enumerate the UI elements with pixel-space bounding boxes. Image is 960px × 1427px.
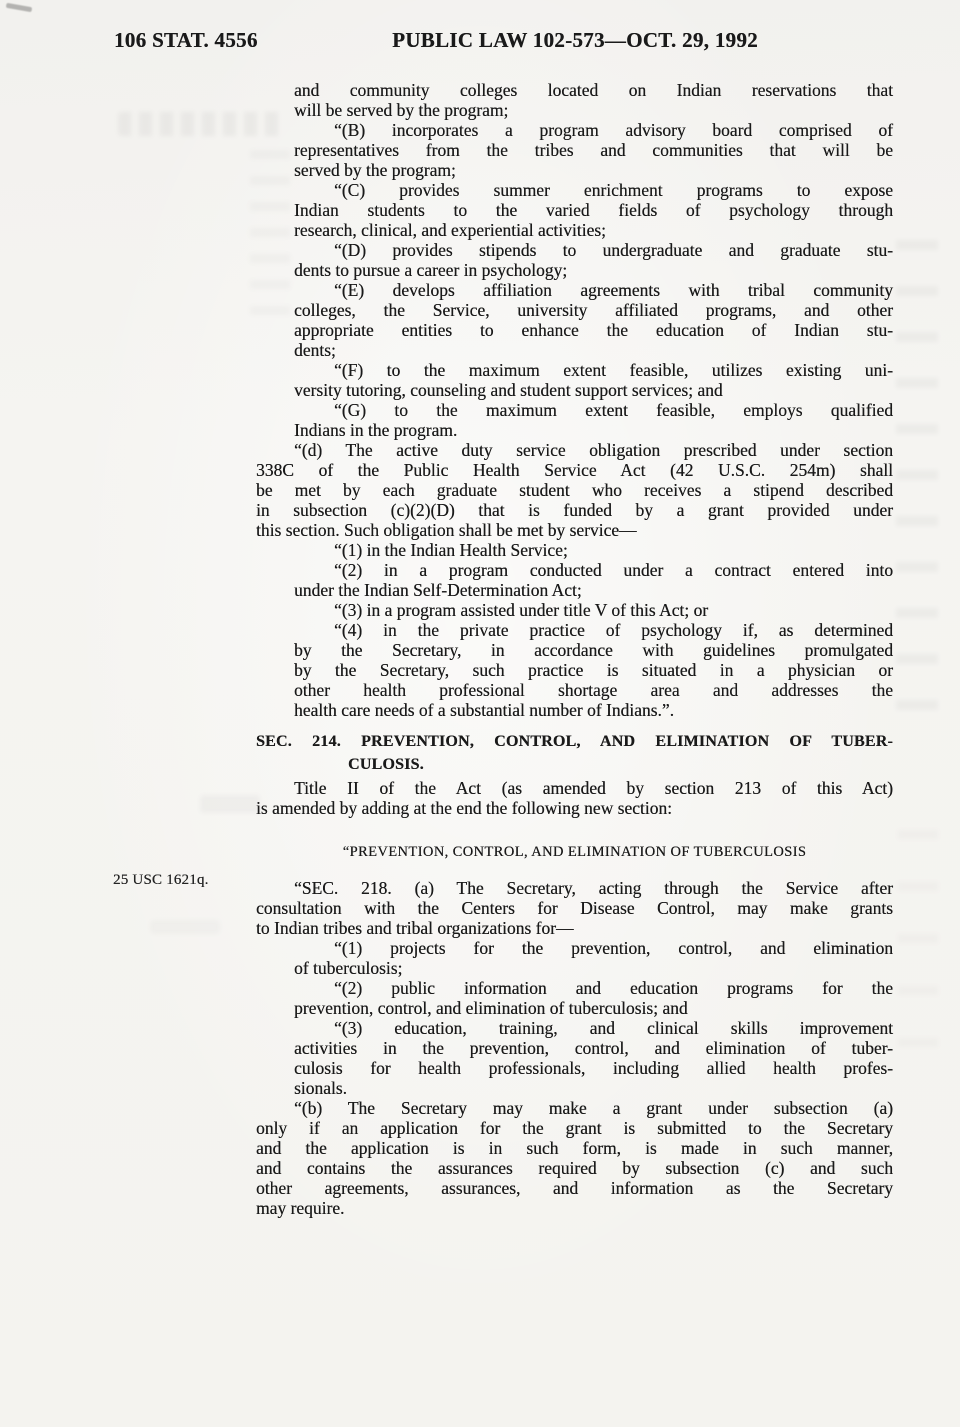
text-line: is amended by adding at the end the following new section:: [256, 798, 673, 818]
text-line: this section. Such obligation shall be met by service—: [256, 520, 637, 540]
text-line: will be served by the program;: [294, 100, 509, 120]
text-line: Indian students to the varied fields of psychology through: [294, 200, 893, 220]
stat-page-number: 106 STAT. 4556: [114, 28, 258, 52]
text-line: SEC. 214. PREVENTION, CONTROL, AND ELIMINATION OF TUBER-: [256, 733, 893, 750]
text-line: “(2) public information and education programs for the: [334, 978, 893, 998]
text-line: “(D) provides stipends to undergraduate and graduate stu-: [334, 240, 893, 260]
text-line: “(3) in a program assisted under title V of this Act; or: [334, 600, 709, 620]
text-line: other health professional shortage area and addresses the: [294, 680, 893, 700]
text-line: colleges, the Service, university affiliated programs, and other: [294, 300, 893, 320]
text-line: and contains the assurances required by subsection (c) and such: [256, 1158, 893, 1178]
body-text: [256, 80, 893, 1218]
text-line: Title II of the Act (as amended by section 213 of this Act): [294, 778, 893, 798]
text-line: and the application is in such form, is made in such manner,: [256, 1138, 893, 1158]
scan-artifact: [898, 830, 938, 1080]
text-line: sionals.: [294, 1078, 347, 1098]
text-line: health care needs of a substantial number of Indians.”.: [294, 700, 675, 720]
text-line: appropriate entities to enhance the education of Indian stu-: [294, 320, 893, 340]
text-line: “(1) in the Indian Health Service;: [334, 540, 568, 560]
text-line: research, clinical, and experiential activities;: [294, 220, 606, 240]
text-line: “(G) to the maximum extent feasible, employs qualified: [334, 400, 893, 420]
text-line: and community colleges located on Indian reservations that: [294, 80, 893, 100]
margin-note-usc-citation: 25 USC 1621q.: [113, 872, 209, 888]
text-line: CULOSIS.: [348, 756, 424, 773]
text-line: may require.: [256, 1198, 345, 1218]
scan-artifact: [6, 3, 32, 12]
text-line: culosis for health professionals, including allied health profes-: [294, 1058, 893, 1078]
text-line: by the Secretary, in accordance with guidelines promulgated: [294, 640, 893, 660]
text-line: “(2) in a program conducted under a contract entered into: [334, 560, 893, 580]
text-line: “(F) to the maximum extent feasible, utilizes existing uni-: [334, 360, 893, 380]
scan-artifact: [150, 920, 220, 934]
text-line: Indians in the program.: [294, 420, 458, 440]
text-line: to Indian tribes and tribal organizations for—: [256, 918, 574, 938]
text-line: “(E) develops affiliation agreements with tribal community: [334, 280, 893, 300]
scan-artifact: [896, 240, 938, 710]
text-line: other agreements, assurances, and information as the Secretary: [256, 1178, 893, 1198]
text-line: activities in the prevention, control, and elimination of tuber-: [294, 1038, 893, 1058]
text-line: “(3) education, training, and clinical skills improvement: [334, 1018, 893, 1038]
text-line: consultation with the Centers for Disease Control, may make grants: [256, 898, 893, 918]
text-line: “(B) incorporates a program advisory board comprised of: [334, 120, 893, 140]
text-line: “SEC. 218. (a) The Secretary, acting through the Service after: [294, 878, 893, 898]
text-line: “PREVENTION, CONTROL, AND ELIMINATION OF TUBERCULOSIS: [342, 844, 807, 860]
text-line: “(4) in the private practice of psychology if, as determined: [334, 620, 893, 640]
page-header: [0, 28, 960, 58]
text-line: “(d) The active duty service obligation prescribed under section: [294, 440, 893, 460]
law-title: PUBLIC LAW 102-573—OCT. 29, 1992: [392, 28, 758, 52]
text-line: “(C) provides summer enrichment programs to expose: [334, 180, 893, 200]
text-line: only if an application for the grant is submitted to the Secretary: [256, 1118, 893, 1138]
text-line: dents to pursue a career in psychology;: [294, 260, 568, 280]
text-line: served by the program;: [294, 160, 456, 180]
text-line: dents;: [294, 340, 336, 360]
text-line: representatives from the tribes and communities that will be: [294, 140, 893, 160]
text-line: by the Secretary, such practice is situated in a physician or: [294, 660, 893, 680]
text-line: prevention, control, and elimination of tuberculosis; and: [294, 998, 688, 1018]
text-line: “(1) projects for the prevention, control, and elimination: [334, 938, 893, 958]
text-line: in subsection (c)(2)(D) that is funded by a grant provided under: [256, 500, 893, 520]
text-line: be met by each graduate student who receives a stipend described: [256, 480, 893, 500]
scan-artifact: [200, 795, 260, 813]
text-line: of tuberculosis;: [294, 958, 403, 978]
text-line: under the Indian Self-Determination Act;: [294, 580, 582, 600]
text-line: 338C of the Public Health Service Act (42 U.S.C. 254m) shall: [256, 460, 893, 480]
text-line: versity tutoring, counseling and student support services; and: [294, 380, 723, 400]
text-line: “(b) The Secretary may make a grant under subsection (a): [294, 1098, 893, 1118]
